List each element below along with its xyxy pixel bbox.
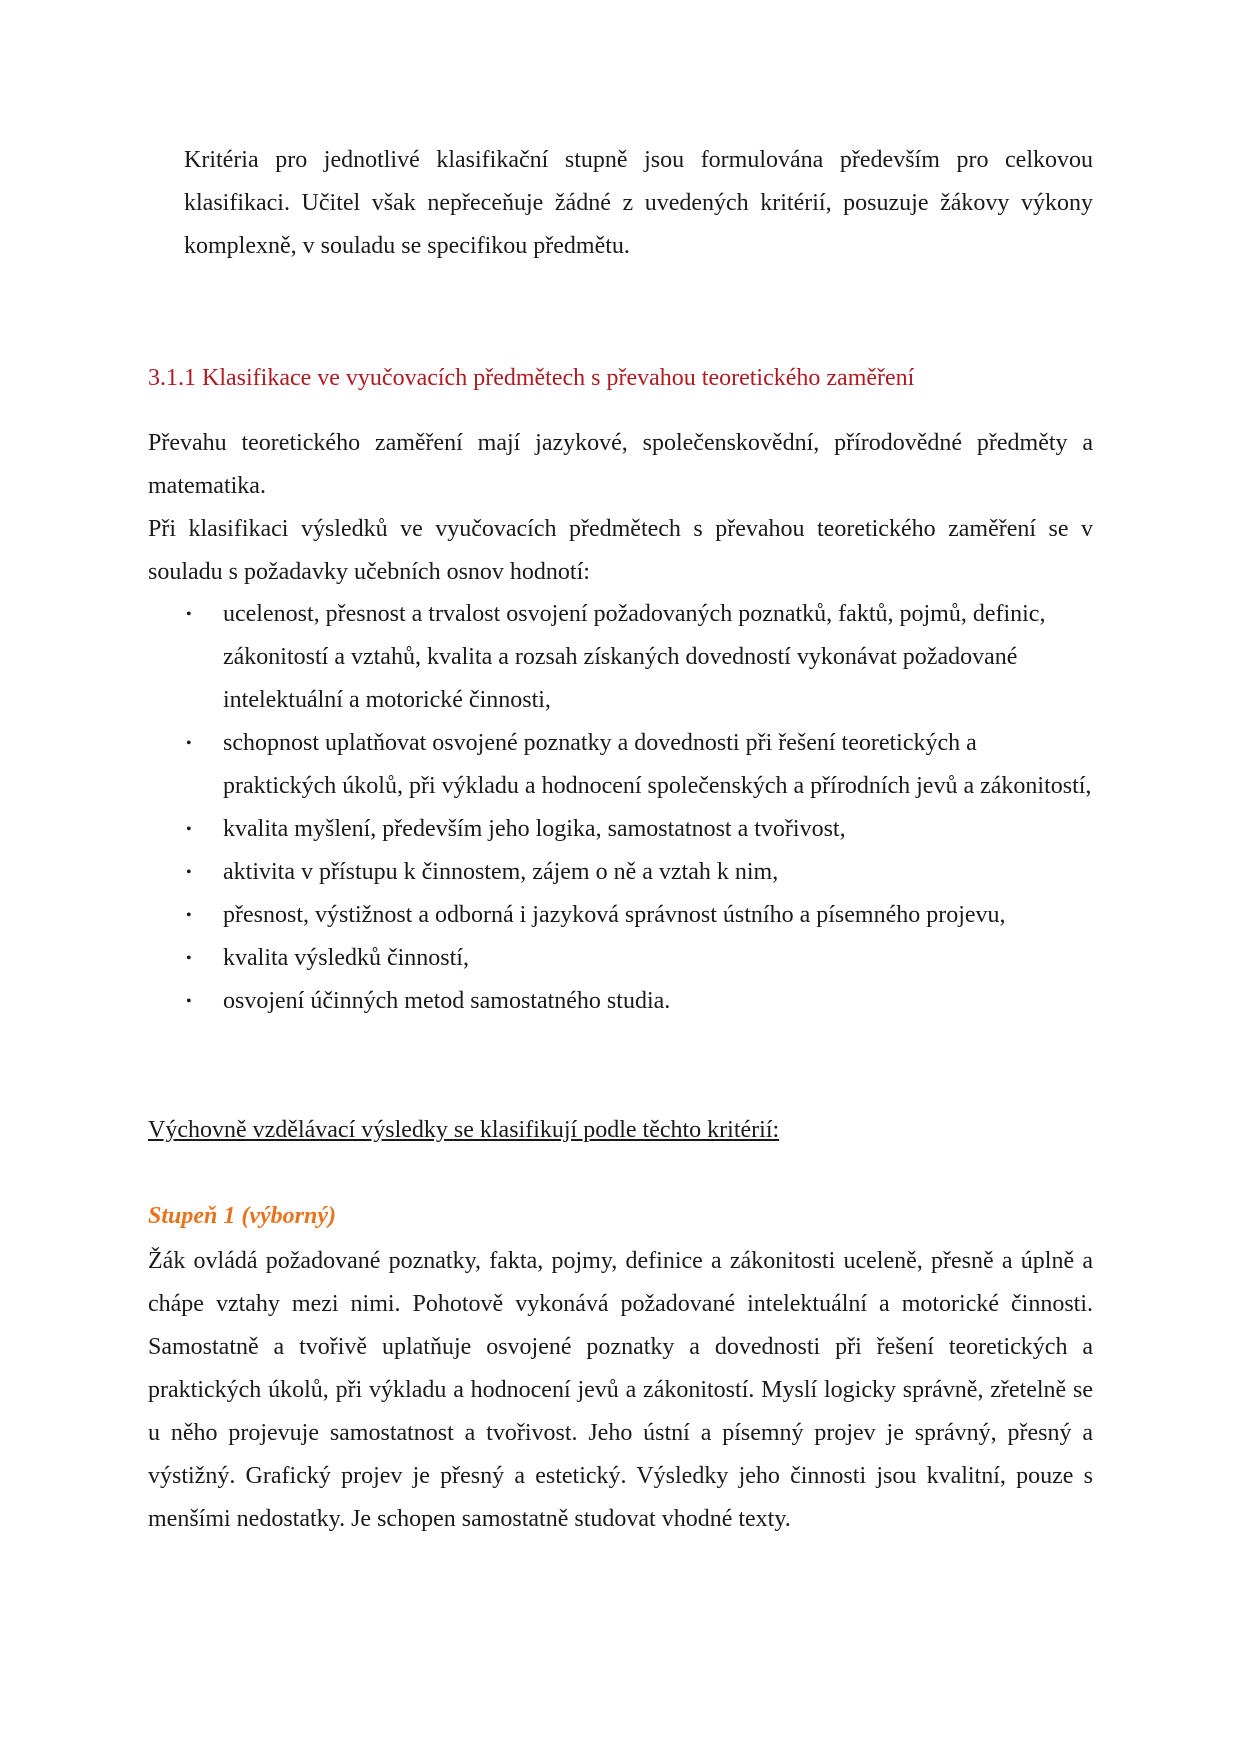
bullet-icon: • (186, 821, 192, 838)
list-item (148, 894, 1093, 937)
list-item-text: přesnost, výstižnost a odborná i jazyková správnost ústního a písemného projevu, (223, 902, 1006, 928)
bullet-icon: • (186, 993, 192, 1010)
list-item (148, 808, 1093, 851)
paragraph-evaluation-intro: Při klasifikaci výsledků ve vyučovacích předmětech s převahou teoretického zaměření se v souladu s požadavky učebních osnov hodnotí: (148, 516, 1093, 585)
list-item (148, 722, 1093, 808)
section-heading: 3.1.1 Klasifikace ve vyučovacích předmětech s převahou teoretického zaměření (148, 365, 915, 391)
list-item (148, 937, 1093, 980)
list-item-text: aktivita v přístupu k činnostem, zájem o ně a vztah k nim, (223, 859, 779, 885)
grade-description: Žák ovládá požadované poznatky, fakta, pojmy, definice a zákonitosti uceleně, přesně a úplně a chápe vztahy mezi nimi. Pohotově vykonává požadované intelektuální a motorické činnosti. Samostatně a tvořivě uplatňuje osvojené poznatky a dovednosti při řešení teoretických a praktických úkolů, při výkladu a hodnocení jevů a zákonitostí. Myslí logicky správně, zřetelně se u něho projevuje samostatnost a tvořivost. Jeho ústní a písemný projev je správný, přesný a výstižný. Grafický projev je přesný a estetický. Výsledky jeho činnosti jsou kvalitní, pouze s menšími nedostatky. Je schopen samostatně studovat vhodné texty. (148, 1248, 1093, 1532)
bullet-icon: • (186, 864, 192, 881)
bullet-icon: • (186, 950, 192, 967)
list-item-text: kvalita myšlení, především jeho logika, samostatnost a tvořivost, (223, 816, 846, 842)
list-item-text: ucelenost, přesnost a trvalost osvojení požadovaných poznatků, faktů, pojmů, definic, zákonitostí a vztahů, kvalita a rozsah získaných dovedností vykonávat požadované intelektuální a motorické činnosti, (223, 601, 1046, 713)
criteria-label: Výchovně vzdělávací výsledky se klasifikují podle těchto kritérií: (148, 1117, 780, 1143)
paragraph-theoretical-subjects: Převahu teoretického zaměření mají jazykové, společenskovědní, přírodovědné předměty a matematika. (148, 430, 1093, 499)
bullet-icon: • (186, 606, 192, 623)
list-item (148, 980, 1093, 1023)
list-item-text: osvojení účinných metod samostatného studia. (223, 988, 671, 1014)
list-item (148, 593, 1093, 722)
intro-paragraph: Kritéria pro jednotlivé klasifikační stupně jsou formulována především pro celkovou klasifikaci. Učitel však nepřeceňuje žádné z uvedených kritérií, posuzuje žákovy výkony komplexně, v souladu se specifikou předmětu. (184, 147, 1093, 259)
list-item-text: kvalita výsledků činností, (223, 945, 469, 971)
list-item-text: schopnost uplatňovat osvojené poznatky a dovednosti při řešení teoretických a praktických úkolů, při výkladu a hodnocení společenských a přírodních jevů a zákonitostí, (223, 730, 1092, 799)
bullet-icon: • (186, 735, 192, 752)
grade-title: Stupeň 1 (výborný) (148, 1203, 336, 1229)
bullet-icon: • (186, 907, 192, 924)
list-item (148, 851, 1093, 894)
criteria-bullet-list (148, 593, 1093, 1023)
